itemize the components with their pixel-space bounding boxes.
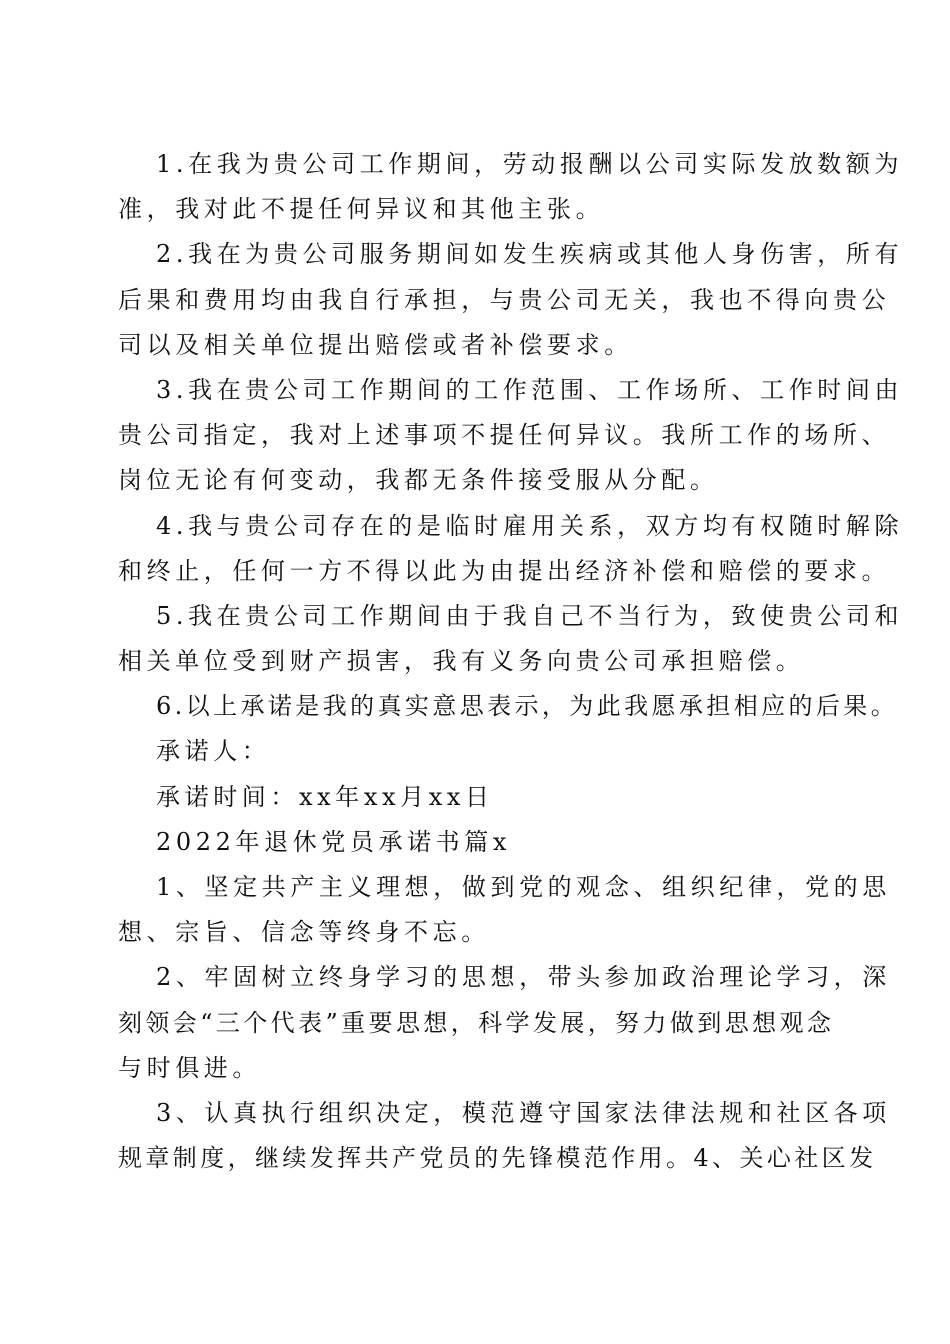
clause-5-line-2: 相关单位受到财产损害，我有义务向贵公司承担赔偿。	[118, 647, 805, 676]
clause-4-line-1: 4.我与贵公司存在的是临时雇用关系，双方均有权随时解除	[156, 511, 904, 540]
clause-1-line-1: 1.在我为贵公司工作期间，劳动报酬以公司实际发放数额为	[156, 150, 904, 178]
clause-3-line-3: 岗位无论有何变动，我都无条件接受服从分配。	[118, 466, 719, 495]
clause-2-line-3: 司以及相关单位提出赔偿或者补偿要求。	[118, 330, 633, 359]
clause-3-line-1: 3.我在贵公司工作期间的工作范围、工作场所、工作时间由	[156, 375, 904, 404]
pledge-1-line-1: 1、坚定共产主义理想，做到党的观念、组织纪律，党的思	[156, 873, 891, 901]
signer-label: 承诺人：	[156, 737, 271, 766]
pledge-1-line-2: 想、宗旨、信念等终身不忘。	[118, 918, 490, 947]
clause-5-line-1: 5.我在贵公司工作期间由于我自己不当行为，致使贵公司和	[156, 601, 904, 630]
clause-2-line-2: 后果和费用均由我自行承担，与贵公司无关，我也不得向贵公	[118, 285, 891, 314]
clause-4-line-2: 和终止，任何一方不得以此为由提出经济补偿和赔偿的要求。	[118, 556, 891, 585]
pledge-3-line-1: 3、认真执行组织决定，模范遵守国家法律法规和社区各项	[156, 1098, 891, 1127]
pledge-2-line-1: 2、牢固树立终身学习的思想，带头参加政治理论学习，深	[156, 963, 891, 992]
pledge-3-line-2: 规章制度，继续发挥共产党员的先锋模范作用。4、关心社区发	[118, 1144, 877, 1173]
clause-3-line-2: 贵公司指定，我对上述事项不提任何异议。我所工作的场所、	[118, 421, 891, 450]
section-title: 2022年退休党员承诺书篇x	[156, 827, 512, 856]
document-page	[118, 142, 904, 1181]
sign-date-label: 承诺时间：xx年xx月xx日	[156, 782, 494, 811]
clause-2-line-1: 2.我在为贵公司服务期间如发生疾病或其他人身伤害，所有	[156, 240, 904, 269]
pledge-2-line-3: 与时俱进。	[118, 1053, 261, 1082]
clause-1-line-2: 准，我对此不提任何异议和其他主张。	[118, 195, 605, 224]
clause-6-line-1: 6.以上承诺是我的真实意思表示，为此我愿承担相应的后果。	[156, 692, 899, 721]
pledge-2-line-2: 刻领会“三个代表”重要思想，科学发展，努力做到思想观念	[118, 1008, 835, 1037]
